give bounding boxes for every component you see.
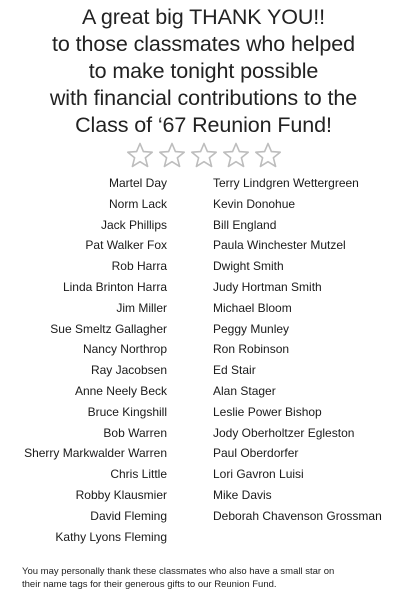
donor-name: Jack Phillips	[100, 217, 167, 232]
headline-line: A great big THANK YOU!!	[81, 5, 326, 29]
donor-name: Deborah Chavenson Grossman	[213, 508, 382, 523]
donor-name: Kevin Donohue	[213, 196, 296, 211]
outline-star-icon	[222, 142, 250, 168]
donor-name: Ron Robinson	[213, 342, 290, 357]
donor-name: Bob Warren	[103, 425, 167, 440]
outline-star-icon	[126, 142, 154, 168]
outline-star-icon	[158, 142, 186, 168]
donor-name: Dwight Smith	[213, 259, 284, 274]
donor-name: Jim Miller	[116, 300, 167, 315]
donor-name: Alan Stager	[213, 383, 276, 398]
donor-name: Sue Smeltz Gallagher	[50, 321, 167, 336]
headline-line: Class of ‘67 Reunion Fund!	[75, 113, 332, 137]
headline-line: to those classmates who helped	[52, 32, 355, 56]
donor-name: Chris Little	[110, 467, 167, 482]
donor-name: Kathy Lyons Fleming	[55, 529, 167, 544]
donor-name: Bill England	[213, 217, 277, 232]
donor-name: Peggy Munley	[213, 321, 290, 336]
donor-name: Ray Jacobsen	[90, 363, 167, 378]
donor-name: Paula Winchester Mutzel	[213, 238, 346, 253]
donor-name: Mike Davis	[213, 487, 272, 502]
donor-name: Rob Harra	[111, 259, 167, 274]
headline-line: with financial contributions to the	[49, 86, 358, 110]
footer-line: their name tags for their generous gifts to our Reunion Fund.	[22, 578, 277, 590]
donor-name: Nancy Northrop	[82, 342, 167, 357]
donor-name: Terry Lindgren Wettergreen	[213, 176, 359, 190]
donor-name: Sherry Markwalder Warren	[24, 446, 167, 461]
footer-line: You may personally thank these classmates who also have a small star on	[22, 566, 335, 577]
donor-name: Anne Neely Beck	[74, 383, 167, 398]
donor-name: Ed Stair	[213, 363, 256, 378]
star-divider	[0, 142, 407, 168]
donor-name: Bruce Kingshill	[87, 404, 167, 419]
donor-name: Judy Hortman Smith	[213, 279, 322, 294]
donor-name: Paul Oberdorfer	[213, 446, 299, 461]
outline-star-icon	[190, 142, 218, 168]
donor-name: David Fleming	[90, 508, 167, 523]
footer-note	[22, 566, 402, 591]
donor-name: Norm Lack	[108, 196, 167, 211]
donor-name: Robby Klausmier	[75, 487, 167, 502]
donor-name: Lori Gavron Luisi	[213, 467, 304, 482]
donor-name: Pat Walker Fox	[85, 238, 167, 253]
donor-name: Jody Oberholtzer Egleston	[213, 425, 355, 440]
donor-name: Leslie Power Bishop	[213, 404, 322, 419]
donor-name: Linda Brinton Harra	[62, 279, 167, 294]
donor-list-right	[213, 173, 382, 527]
donor-list-left	[24, 173, 167, 547]
thank-you-headline	[0, 4, 407, 139]
donor-name: Michael Bloom	[213, 300, 292, 315]
outline-star-icon	[254, 142, 282, 168]
headline-line: to make tonight possible	[88, 59, 319, 83]
donor-name: Martel Day	[108, 176, 167, 190]
